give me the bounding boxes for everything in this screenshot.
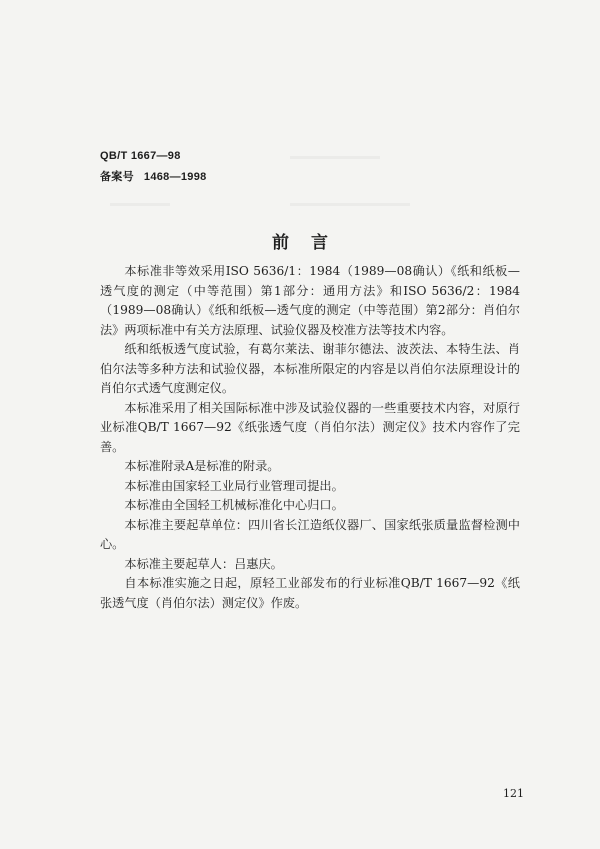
page-title: 前言 <box>272 233 350 253</box>
record-label: 备案号 <box>100 171 134 183</box>
page-number: 121 <box>503 787 524 800</box>
paragraph-administration: 本标准由全国轻工机械标准化中心归口。 <box>124 498 344 512</box>
paragraph-methods: 纸和纸板透气度试验，有葛尔莱法、谢菲尔德法、波茨法、本特生法、肖伯尔法等多种方法和试验仪器，本标准所限定的内容是以肖伯尔法原理设计的肖伯尔式透气度测定仪。 <box>100 342 520 395</box>
paragraph-proposer: 本标准由国家轻工业局行业管理司提出。 <box>124 478 344 493</box>
paragraph-drafting-units: 本标准主要起草单位：四川省长江造纸仪器厂、国家纸张质量监督检测中心。 <box>100 517 520 551</box>
record-number-line <box>100 168 207 184</box>
paragraph-appendix: 本标准附录A是标准的附录。 <box>124 459 280 473</box>
paragraph-adoption: 本标准非等效采用ISO 5636/1：1984（1989—08确认）《纸和纸板—透气度的测定（中等范围）第1部分：通用方法》和ISO 5636/2：1984（1989—08确认）《纸和纸板—透气度的测定（中等范围）第2部分：肖伯尔法》两项标准中有关方法原理、试验仪器及校准方法等技术内容。 <box>100 264 520 337</box>
paragraph-drafter: 本标准主要起草人：吕惠庆。 <box>124 556 283 571</box>
standard-code: QB/T 1667—98 <box>100 150 181 162</box>
foreword-body <box>100 262 520 613</box>
record-number: 1468—1998 <box>143 171 207 183</box>
paragraph-revision: 本标准采用了相关国际标准中涉及试验仪器的一些重要技术内容，对原行业标准QB/T 1667—92《纸张透气度（肖伯尔法）测定仪》技术内容作了完善。 <box>100 400 520 454</box>
paragraph-supersedes: 自本标准实施之日起，原轻工业部发布的行业标准QB/T 1667—92《纸张透气度（肖伯尔法）测定仪》作废。 <box>100 576 520 610</box>
